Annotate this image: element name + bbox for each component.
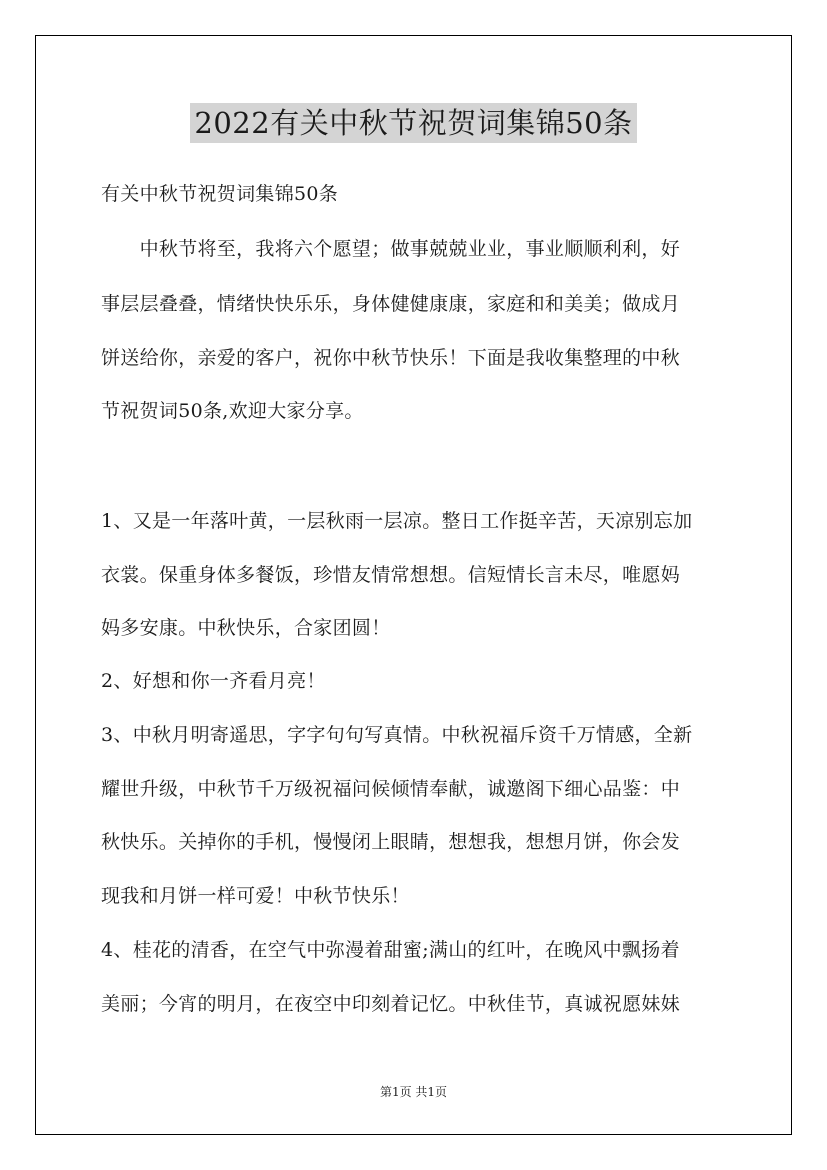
text-line: 衣裳。保重身体多餐饭，珍惜友情常想想。信短情长言未尽，唯愿妈	[101, 564, 681, 586]
page-footer: 第1页 共1页	[379, 1085, 448, 1099]
text-line: 4、桂花的清香，在空气中弥漫着甜蜜;满山的红叶，在晚风中飘扬着	[101, 939, 680, 961]
text-line: 中秋节将至，我将六个愿望；做事兢兢业业，事业顺顺利利，好	[101, 238, 681, 260]
text-line: 2、好想和你一齐看月亮！	[101, 670, 326, 692]
text-line: 秋快乐。关掉你的手机，慢慢闭上眼睛，想想我，想想月饼，你会发	[101, 831, 681, 853]
text-line: 妈多安康。中秋快乐，合家团圆！	[101, 617, 391, 639]
text-line: 1、又是一年落叶黄，一层秋雨一层凉。整日工作挺辛苦，天凉别忘加	[101, 510, 693, 532]
text-line: 饼送给你，亲爱的客户，祝你中秋节快乐！下面是我收集整理的中秋	[101, 347, 681, 369]
text-line: 节祝贺词50条,欢迎大家分享。	[101, 400, 364, 422]
title-container	[0, 103, 827, 143]
subtitle-line: 有关中秋节祝贺词集锦50条	[101, 183, 339, 205]
text-line: 3、中秋月明寄遥思，字字句句写真情。中秋祝福斥资千万情感，全新	[101, 724, 693, 746]
text-line: 美丽；今宵的明月，在夜空中印刻着记忆。中秋佳节，真诚祝愿妹妹	[101, 993, 681, 1015]
text-line: 耀世升级，中秋节千万级祝福问候倾情奉献，诚邀阁下细心品鉴：中	[101, 778, 681, 800]
document-title: 2022有关中秋节祝贺词集锦50条	[190, 103, 636, 143]
text-line: 现我和月饼一样可爱！中秋节快乐！	[101, 885, 410, 907]
text-line: 事层层叠叠，情绪快快乐乐，身体健健康康，家庭和和美美；做成月	[101, 293, 681, 315]
